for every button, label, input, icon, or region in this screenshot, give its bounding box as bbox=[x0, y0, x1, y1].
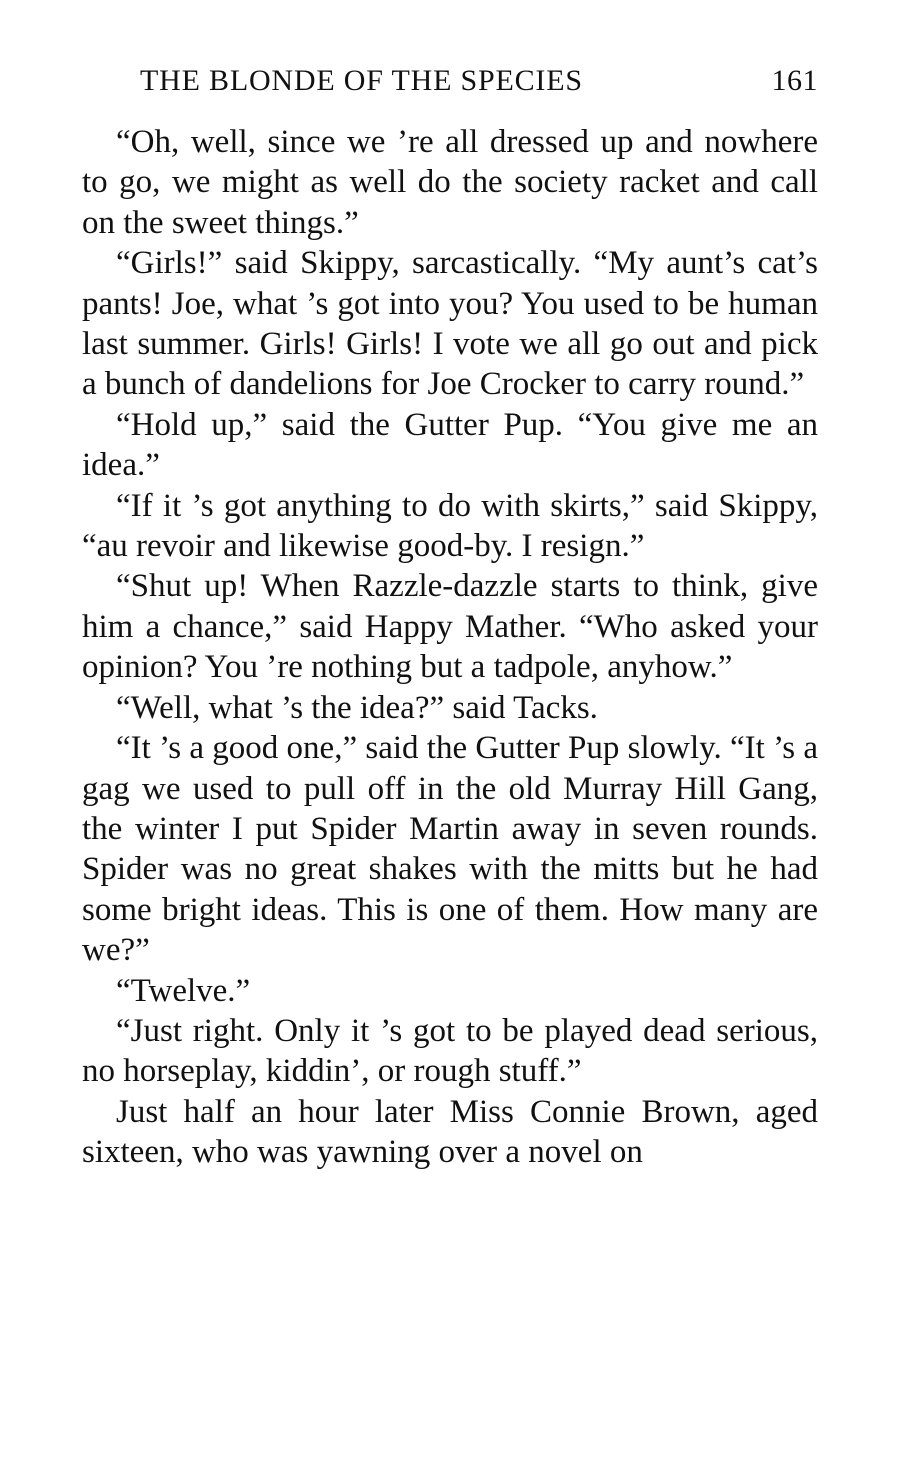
body-text bbox=[82, 122, 818, 1173]
running-title: THE BLONDE OF THE SPECIES bbox=[140, 64, 583, 97]
paragraph: “Just right. Only it ’s got to be played dead serious, no horseplay, kiddin’, or rough stuff.” bbox=[82, 1012, 818, 1090]
paragraph: Just half an hour later Miss Connie Brown, aged sixteen, who was yawning over a novel on bbox=[82, 1093, 818, 1171]
page-number: 161 bbox=[771, 64, 818, 97]
book-page bbox=[82, 56, 818, 1436]
paragraph: “Shut up! When Razzle-dazzle starts to think, give him a chance,” said Happy Mather. “Who asked your opinion? You ’re nothing but a tadpole, anyhow.” bbox=[82, 568, 818, 686]
paragraph: “If it ’s got anything to do with skirts,” said Skippy, “au revoir and likewise good-by. I resign.” bbox=[82, 487, 818, 565]
paragraph: “Hold up,” said the Gutter Pup. “You give me an idea.” bbox=[82, 406, 818, 484]
paragraph: “Oh, well, since we ’re all dressed up and nowhere to go, we might as well do the society racket and call on the sweet things.” bbox=[82, 124, 818, 241]
paragraph: “Girls!” said Skippy, sarcastically. “My aunt’s cat’s pants! Joe, what ’s got into you? You used to be human last summer. Girls! Girls! I vote we all go out and pick a bunch of dandelions for Joe Crocker to carry round.” bbox=[82, 245, 818, 403]
paragraph: “Twelve.” bbox=[116, 972, 251, 1009]
paragraph: “Well, what ’s the idea?” said Tacks. bbox=[116, 689, 598, 726]
running-head bbox=[82, 56, 818, 122]
paragraph: “It ’s a good one,” said the Gutter Pup slowly. “It ’s a gag we used to pull off in the old Murray Hill Gang, the winter I put Spider Martin away in seven rounds. Spider was no great shakes with the mitts but he had some bright ideas. This is one of them. How many are we?” bbox=[82, 730, 818, 969]
